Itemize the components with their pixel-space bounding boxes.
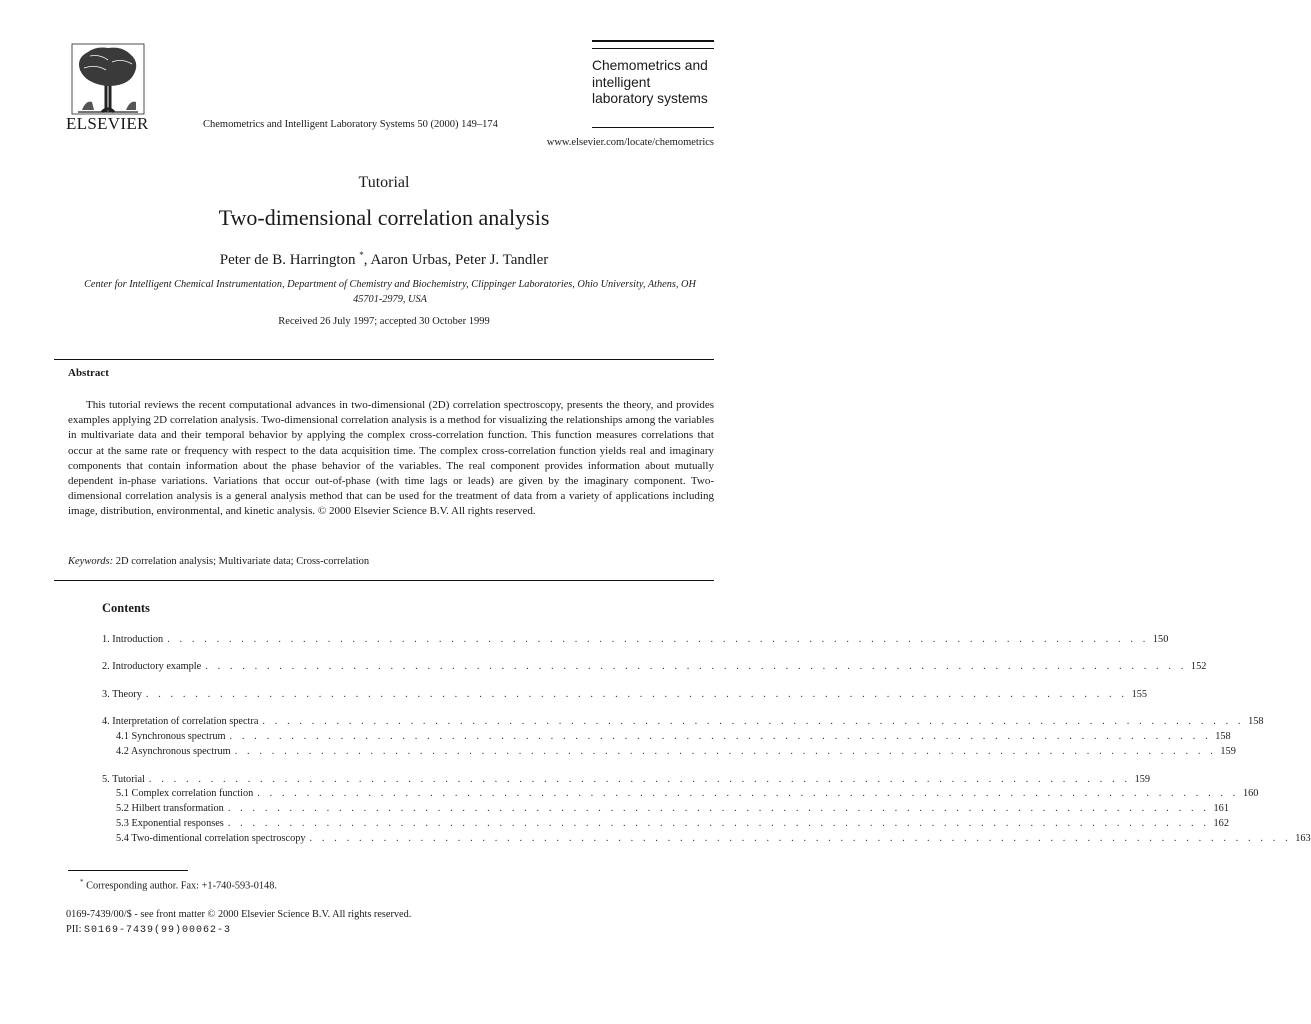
journal-url[interactable]: www.elsevier.com/locate/chemometrics: [546, 137, 714, 148]
toc-page: 158: [1215, 731, 1231, 742]
section-divider: [54, 359, 714, 360]
journal-name: [592, 58, 708, 108]
journal-citation: Chemometrics and Intelligent Laboratory Systems 50 (2000) 149–174: [203, 119, 498, 130]
abstract-heading: Abstract: [68, 367, 109, 379]
footnote-mark: *: [80, 878, 84, 886]
toc-leader: . . . . . . . . . . . . . . . . . . . . . . . . . . . . . . . . . . . . . . . . . . . . . . . . . . . . . . . . . . . . . . . . . . . . . . . . . . . . . . . .: [167, 634, 1149, 645]
toc-leader: . . . . . . . . . . . . . . . . . . . . . . . . . . . . . . . . . . . . . . . . . . . . . . . . . . . . . . . . . . . . . . . . . . . . . . . . . . . . . . . .: [234, 746, 1217, 757]
toc-page: 159: [1134, 774, 1151, 785]
toc-subentry[interactable]: [116, 731, 1231, 745]
article-authors: [0, 250, 768, 269]
toc-page: 152: [1190, 661, 1207, 672]
toc-leader: . . . . . . . . . . . . . . . . . . . . . . . . . . . . . . . . . . . . . . . . . . . . . . . . . . . . . . . . . . . . . . . . . . . . . . . . . . . . . . . .: [227, 818, 1210, 829]
toc-page: 162: [1213, 818, 1229, 829]
toc-label: 1. Introduction: [102, 634, 164, 645]
toc-subentry[interactable]: [116, 788, 1259, 802]
author-name: Peter de B. Harrington: [219, 252, 356, 268]
journal-name-line: intelligent: [592, 74, 651, 90]
toc-label: 4.2 Asynchronous spectrum: [116, 746, 231, 757]
toc-subentry[interactable]: [116, 818, 1229, 832]
toc-leader: . . . . . . . . . . . . . . . . . . . . . . . . . . . . . . . . . . . . . . . . . . . . . . . . . . . . . . . . . . . . . . . . . . . . . . . . . . . . . . . .: [309, 833, 1292, 844]
pii-label: PII:: [66, 924, 82, 935]
journal-name-line: laboratory systems: [592, 91, 708, 106]
toc-leader: . . . . . . . . . . . . . . . . . . . . . . . . . . . . . . . . . . . . . . . . . . . . . . . . . . . . . . . . . . . . . . . . . . . . . . . . . . . . . . . .: [257, 788, 1239, 799]
toc-subentry[interactable]: [116, 803, 1229, 817]
article-title: Two-dimensional correlation analysis: [218, 205, 550, 230]
toc-leader: . . . . . . . . . . . . . . . . . . . . . . . . . . . . . . . . . . . . . . . . . . . . . . . . . . . . . . . . . . . . . . . . . . . . . . . . . . . . . . . .: [262, 716, 1245, 727]
publisher-name: ELSEVIER: [66, 114, 149, 133]
toc-entry[interactable]: [102, 689, 1148, 703]
footnote-text: Corresponding author. Fax: +1-740-593-0148.: [86, 880, 277, 892]
toc-label: 4. Interpretation of correlation spectra: [102, 716, 259, 727]
toc-label: 5.4 Two-dimentional correlation spectroscopy: [116, 833, 306, 844]
toc-leader: . . . . . . . . . . . . . . . . . . . . . . . . . . . . . . . . . . . . . . . . . . . . . . . . . . . . . . . . . . . . . . . . . . . . . . . . . . . . . . . .: [145, 689, 1128, 700]
footnote: [80, 878, 277, 891]
toc-entry[interactable]: [102, 716, 1264, 730]
toc-label: 4.1 Synchronous spectrum: [116, 731, 226, 742]
toc-page: 163: [1295, 833, 1311, 844]
toc-label: 5.3 Exponential responses: [116, 818, 224, 829]
toc-page: 150: [1152, 634, 1169, 645]
header-rule: [592, 127, 714, 128]
received-dates: Received 26 July 1997; accepted 30 October 1999: [278, 316, 490, 327]
keywords-list: 2D correlation analysis; Multivariate data; Cross-correlation: [115, 556, 370, 567]
pii-line: [66, 924, 231, 936]
contents-heading: Contents: [102, 601, 150, 615]
header-rule: [592, 48, 714, 49]
affiliation: Center for Intelligent Chemical Instrumentation, Department of Chemistry and Biochemistry, Clippinger Laboratories, Ohio University, Athens, OH 45701-2979, USA: [84, 279, 696, 305]
toc-page: 161: [1213, 803, 1229, 814]
toc-leader: . . . . . . . . . . . . . . . . . . . . . . . . . . . . . . . . . . . . . . . . . . . . . . . . . . . . . . . . . . . . . . . . . . . . . . . . . . . . . . . .: [229, 731, 1212, 742]
toc-label: 5. Tutorial: [102, 774, 145, 785]
toc-label: 3. Theory: [102, 689, 142, 700]
header-rule: [592, 40, 714, 42]
abstract-text: This tutorial reviews the recent computational advances in two-dimensional (2D) correlation spectroscopy, presents the theory, and provides examples applying 2D correlation analysis. Two-dimensional correlation analysis is a method for visualizing the relationships among the variables in multivariate data and their temporal behavior by applying the complex cross-correlation function. This function measures correlations that occur at the same rate or frequency with respect to the data acquisition time. The complex cross-correlation function yields real and imaginary components that contain information about the phase behavior of the variables. The real component provides information about mutually dependent in-phase variations. Variations that occur out-of-phase (with time lags or leads) are given by the imaginary component. Two-dimensional correlation analysis is a general analysis method that can be used for the treatment of data from a variety of applications including image, distribution, environmental, and kinetic analysis. © 2000 Elsevier Science B.V. All rights reserved.: [68, 399, 714, 518]
corresponding-mark: *: [359, 250, 364, 260]
author-names: , Aaron Urbas, Peter J. Tandler: [363, 252, 549, 268]
toc-leader: . . . . . . . . . . . . . . . . . . . . . . . . . . . . . . . . . . . . . . . . . . . . . . . . . . . . . . . . . . . . . . . . . . . . . . . . . . . . . . . .: [227, 803, 1210, 814]
article-type: Tutorial: [358, 174, 410, 191]
keywords-label: Keywords:: [68, 556, 114, 567]
toc-page: 159: [1220, 746, 1236, 757]
toc-entry[interactable]: [102, 634, 1169, 648]
toc-label: 5.1 Complex correlation function: [116, 788, 254, 799]
toc-entry[interactable]: [102, 661, 1207, 675]
toc-page: 158: [1248, 716, 1264, 727]
toc-page: 155: [1131, 689, 1148, 700]
footnote-rule: [68, 870, 188, 871]
toc-subentry[interactable]: [116, 746, 1236, 760]
section-divider: [54, 580, 714, 581]
toc-label: 2. Introductory example: [102, 661, 202, 672]
toc-page: 160: [1242, 788, 1259, 799]
journal-name-line: Chemometrics and: [592, 58, 708, 73]
copyright-line: 0169-7439/00/$ - see front matter © 2000 Elsevier Science B.V. All rights reserved.: [66, 909, 412, 920]
toc-entry[interactable]: [102, 774, 1151, 788]
toc-subentry[interactable]: [116, 833, 1311, 847]
toc-leader: . . . . . . . . . . . . . . . . . . . . . . . . . . . . . . . . . . . . . . . . . . . . . . . . . . . . . . . . . . . . . . . . . . . . . . . . . . . . . . . .: [205, 661, 1187, 672]
keywords: [68, 556, 369, 567]
toc-leader: . . . . . . . . . . . . . . . . . . . . . . . . . . . . . . . . . . . . . . . . . . . . . . . . . . . . . . . . . . . . . . . . . . . . . . . . . . . . . . . .: [148, 774, 1131, 785]
pii-value: S0169-7439(99)00062-3: [84, 925, 232, 936]
toc-label: 5.2 Hilbert transformation: [116, 803, 224, 814]
